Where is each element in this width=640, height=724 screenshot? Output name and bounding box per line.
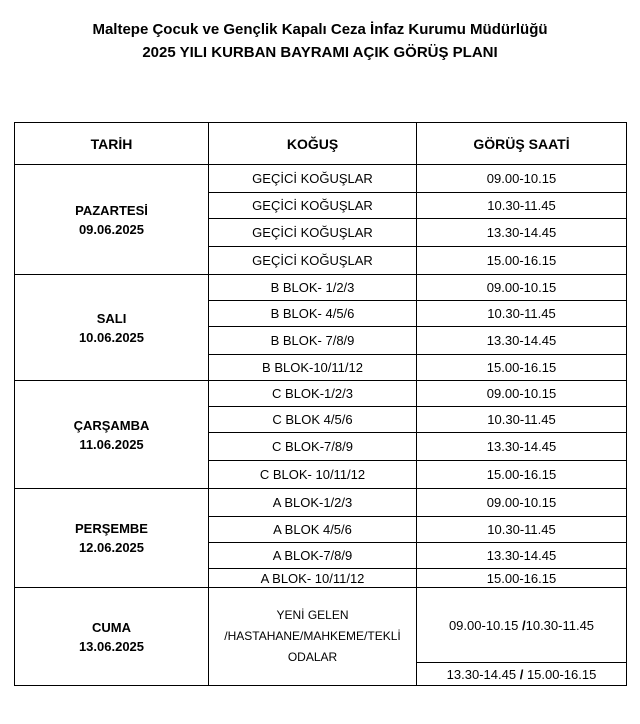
ward-cell-special xyxy=(209,588,417,686)
table-row xyxy=(15,588,627,663)
table-row xyxy=(15,381,627,407)
time-separator: / xyxy=(521,617,526,633)
table-row xyxy=(15,165,627,193)
ward-cell: GEÇİCİ KOĞUŞLAR xyxy=(209,219,417,247)
ward-cell: B BLOK-10/11/12 xyxy=(209,355,417,381)
day-name: PAZARTESİ xyxy=(75,202,148,218)
day-name: SALI xyxy=(96,310,127,326)
column-header-ward: KOĞUŞ xyxy=(209,123,417,165)
ward-cell: C BLOK-1/2/3 xyxy=(209,381,417,407)
time-cell: 15.00-16.15 xyxy=(417,355,627,381)
time-cell: 15.00-16.15 xyxy=(417,569,627,588)
column-header-visit-time: GÖRÜŞ SAATİ xyxy=(417,123,627,165)
day-cell-monday xyxy=(15,165,209,275)
ward-cell: GEÇİCİ KOĞUŞLAR xyxy=(209,165,417,193)
time-cell: 10.30-11.45 xyxy=(417,407,627,433)
time-cell: 15.00-16.15 xyxy=(417,461,627,489)
ward-line: ODALAR xyxy=(287,650,338,664)
time-cell: 13.30-14.45 xyxy=(417,219,627,247)
day-date: 12.06.2025 xyxy=(78,540,145,555)
time-range: 15.00-16.15 xyxy=(526,666,597,682)
table-header-row xyxy=(15,123,627,165)
day-date: 09.06.2025 xyxy=(78,221,145,237)
time-cell: 09.00-10.15 xyxy=(417,381,627,407)
ward-cell: GEÇİCİ KOĞUŞLAR xyxy=(209,193,417,219)
day-cell-friday xyxy=(15,588,209,686)
column-header-date: TARİH xyxy=(15,123,209,165)
time-separator: / xyxy=(519,666,524,682)
day-date: 10.06.2025 xyxy=(78,329,145,345)
time-cell-combined xyxy=(417,663,627,686)
day-cell-thursday xyxy=(15,489,209,588)
table-row xyxy=(15,489,627,517)
ward-line: /HASTAHANE/MAHKEME/TEKLİ xyxy=(224,629,401,643)
ward-cell: A BLOK-1/2/3 xyxy=(209,489,417,517)
day-name: ÇARŞAMBA xyxy=(73,417,150,433)
ward-cell: A BLOK 4/5/6 xyxy=(209,517,417,543)
time-cell: 13.30-14.45 xyxy=(417,543,627,569)
ward-cell: A BLOK- 10/11/12 xyxy=(209,569,417,588)
day-cell-tuesday xyxy=(15,275,209,381)
document-title-plan: 2025 YILI KURBAN BAYRAMI AÇIK GÖRÜŞ PLANI xyxy=(142,44,498,61)
day-date: 13.06.2025 xyxy=(78,638,145,654)
time-range: 10.30-11.45 xyxy=(525,617,595,633)
day-cell-wednesday xyxy=(15,381,209,489)
ward-cell: C BLOK 4/5/6 xyxy=(209,407,417,433)
ward-cell: C BLOK-7/8/9 xyxy=(209,433,417,461)
time-range: 09.00-10.15 xyxy=(448,617,519,633)
time-cell: 10.30-11.45 xyxy=(417,193,627,219)
ward-cell: A BLOK-7/8/9 xyxy=(209,543,417,569)
time-cell: 13.30-14.45 xyxy=(417,327,627,355)
ward-line: YENİ GELEN xyxy=(276,608,349,622)
day-name: PERŞEMBE xyxy=(75,521,148,536)
document-title-institution: Maltepe Çocuk ve Gençlik Kapalı Ceza İnfaz Kurumu Müdürlüğü xyxy=(92,21,548,38)
ward-cell: GEÇİCİ KOĞUŞLAR xyxy=(209,247,417,275)
time-cell: 13.30-14.45 xyxy=(417,433,627,461)
time-cell: 09.00-10.15 xyxy=(417,165,627,193)
ward-cell: B BLOK- 4/5/6 xyxy=(209,301,417,327)
ward-cell: C BLOK- 10/11/12 xyxy=(209,461,417,489)
time-cell: 15.00-16.15 xyxy=(417,247,627,275)
ward-cell: B BLOK- 7/8/9 xyxy=(209,327,417,355)
time-range: 13.30-14.45 xyxy=(446,666,517,682)
day-date: 11.06.2025 xyxy=(79,436,144,452)
time-cell: 10.30-11.45 xyxy=(417,517,627,543)
table-row xyxy=(15,275,627,301)
time-cell: 09.00-10.15 xyxy=(417,275,627,301)
time-cell: 09.00-10.15 xyxy=(417,489,627,517)
time-cell: 10.30-11.45 xyxy=(417,301,627,327)
time-cell-combined xyxy=(417,588,627,663)
ward-cell: B BLOK- 1/2/3 xyxy=(209,275,417,301)
visit-schedule-table xyxy=(14,122,627,686)
day-name: CUMA xyxy=(92,619,131,635)
